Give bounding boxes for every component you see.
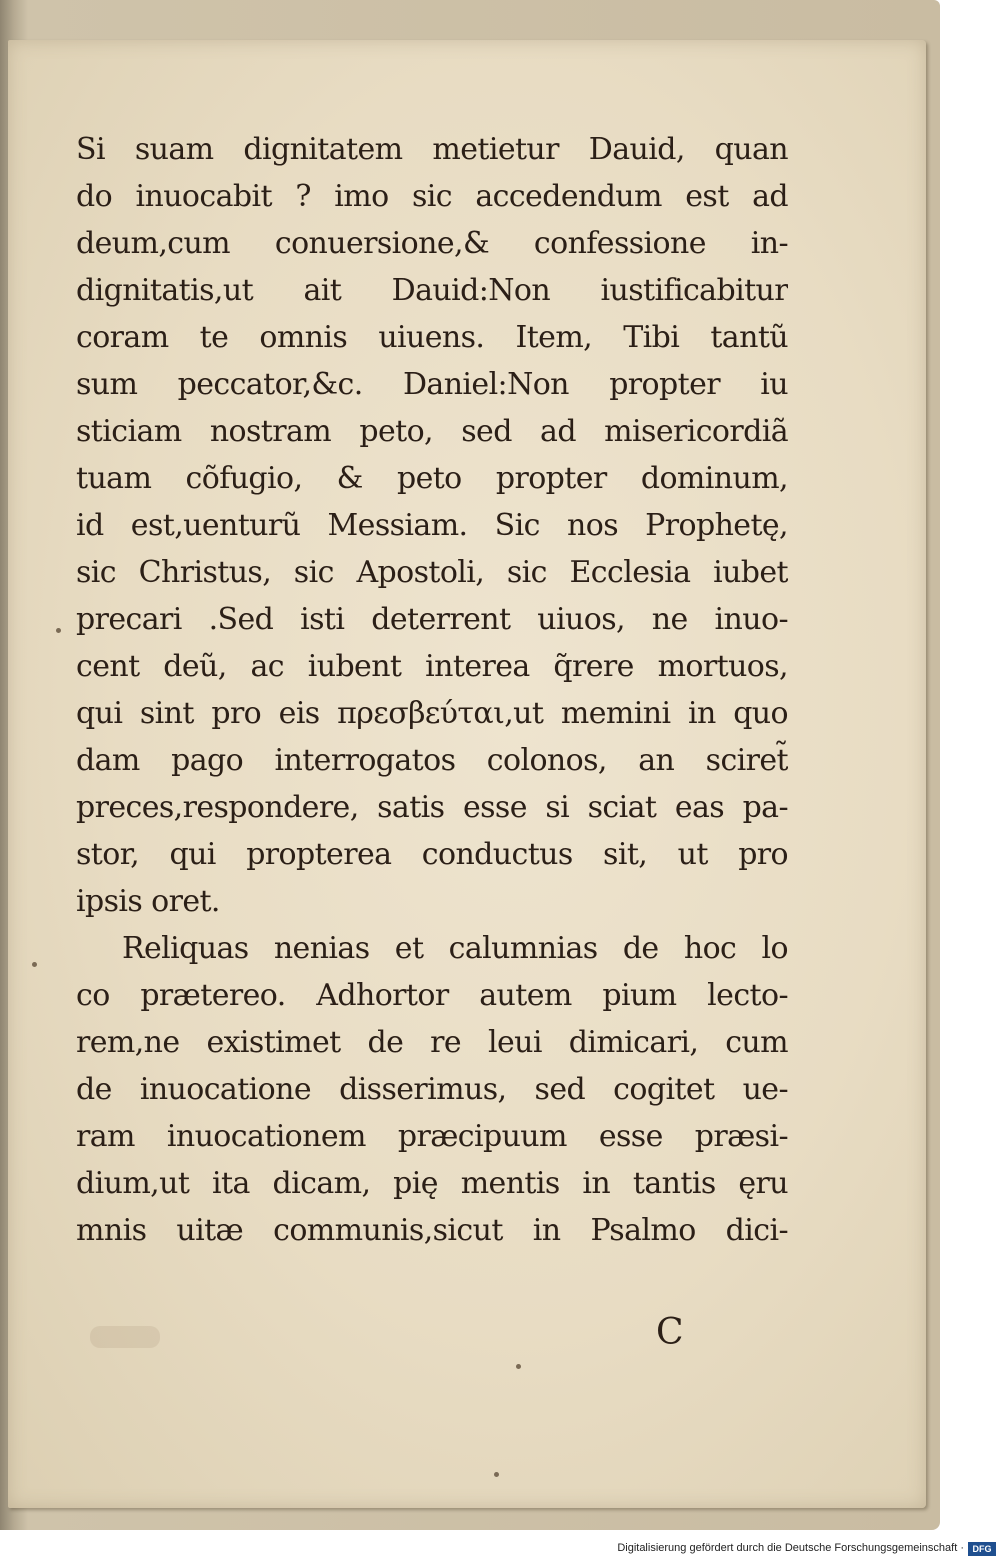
text-line-9: id est,uenturũ Messiam. Sic nos Prophetę, — [76, 508, 788, 543]
text-line-21: de inuocatione disserimus, sed cogitet ue- — [76, 1072, 788, 1107]
bleed-through-mark — [90, 1326, 160, 1348]
text-line-3: deum,cum conuersione,& confessione in- — [76, 226, 788, 261]
text-line-6: sum peccator,&c. Daniel:Non propter iu — [76, 367, 788, 402]
text-line-12: cent deũ, ac iubent interea q̃rere mortuos, — [76, 649, 788, 684]
book-page — [8, 40, 926, 1508]
text-line-7: sticiam nostram peto, sed ad misericordiã — [76, 414, 788, 449]
text-line-18: Reliquas nenias et calumnias de hoc lo — [122, 931, 788, 966]
text-line-20: rem,ne existimet de re leui dimicari, cum — [76, 1025, 788, 1060]
signature-mark: C — [656, 1312, 684, 1353]
text-line-8: tuam cõfugio, & peto propter dominum, — [76, 461, 788, 496]
margin-dot — [516, 1364, 521, 1369]
text-line-13: qui sint pro eis πρεσβεύται,ut memini in quo — [76, 696, 788, 731]
text-line-19: co prætereo. Adhortor autem pium lecto- — [76, 978, 788, 1013]
margin-dot — [494, 1472, 499, 1477]
text-line-4: dignitatis,ut ait Dauid:Non iustificabitur — [76, 273, 788, 308]
page-text — [76, 126, 788, 1254]
text-line-11: precari .Sed isti deterrent uiuos, ne inuo- — [76, 602, 788, 637]
footer-credit: Digitalisierung gefördert durch die Deutsche Forschungsgemeinschaft · — [617, 1542, 964, 1554]
text-line-15: preces,respondere, satis esse si sciat eas pa- — [76, 790, 788, 825]
dfg-logo-icon: DFG — [968, 1542, 996, 1556]
margin-dot — [56, 628, 61, 633]
text-line-1: Si suam dignitatem metietur Dauid, quan — [76, 132, 788, 167]
text-line-22: ram inuocationem præcipuum esse præsi- — [76, 1119, 788, 1154]
footer-bar — [0, 1540, 1000, 1560]
text-line-2: do inuocabit ? imo sic accedendum est ad — [76, 179, 788, 214]
text-line-5: coram te omnis uiuens. Item, Tibi tantũ — [76, 320, 788, 355]
text-line-17: ipsis oret. — [76, 884, 220, 919]
margin-dot — [32, 962, 37, 967]
text-line-16: stor, qui propterea conductus sit, ut pro — [76, 837, 788, 872]
text-line-14: dam pago interrogatos colonos, an sciret̃ — [76, 743, 788, 778]
text-line-10: sic Christus, sic Apostoli, sic Ecclesia iubet — [76, 555, 788, 590]
text-line-24: mnis uitæ communis,sicut in Psalmo dici- — [76, 1213, 788, 1248]
text-line-23: dium,ut ita dicam, pię mentis in tantis ęru — [76, 1166, 788, 1201]
